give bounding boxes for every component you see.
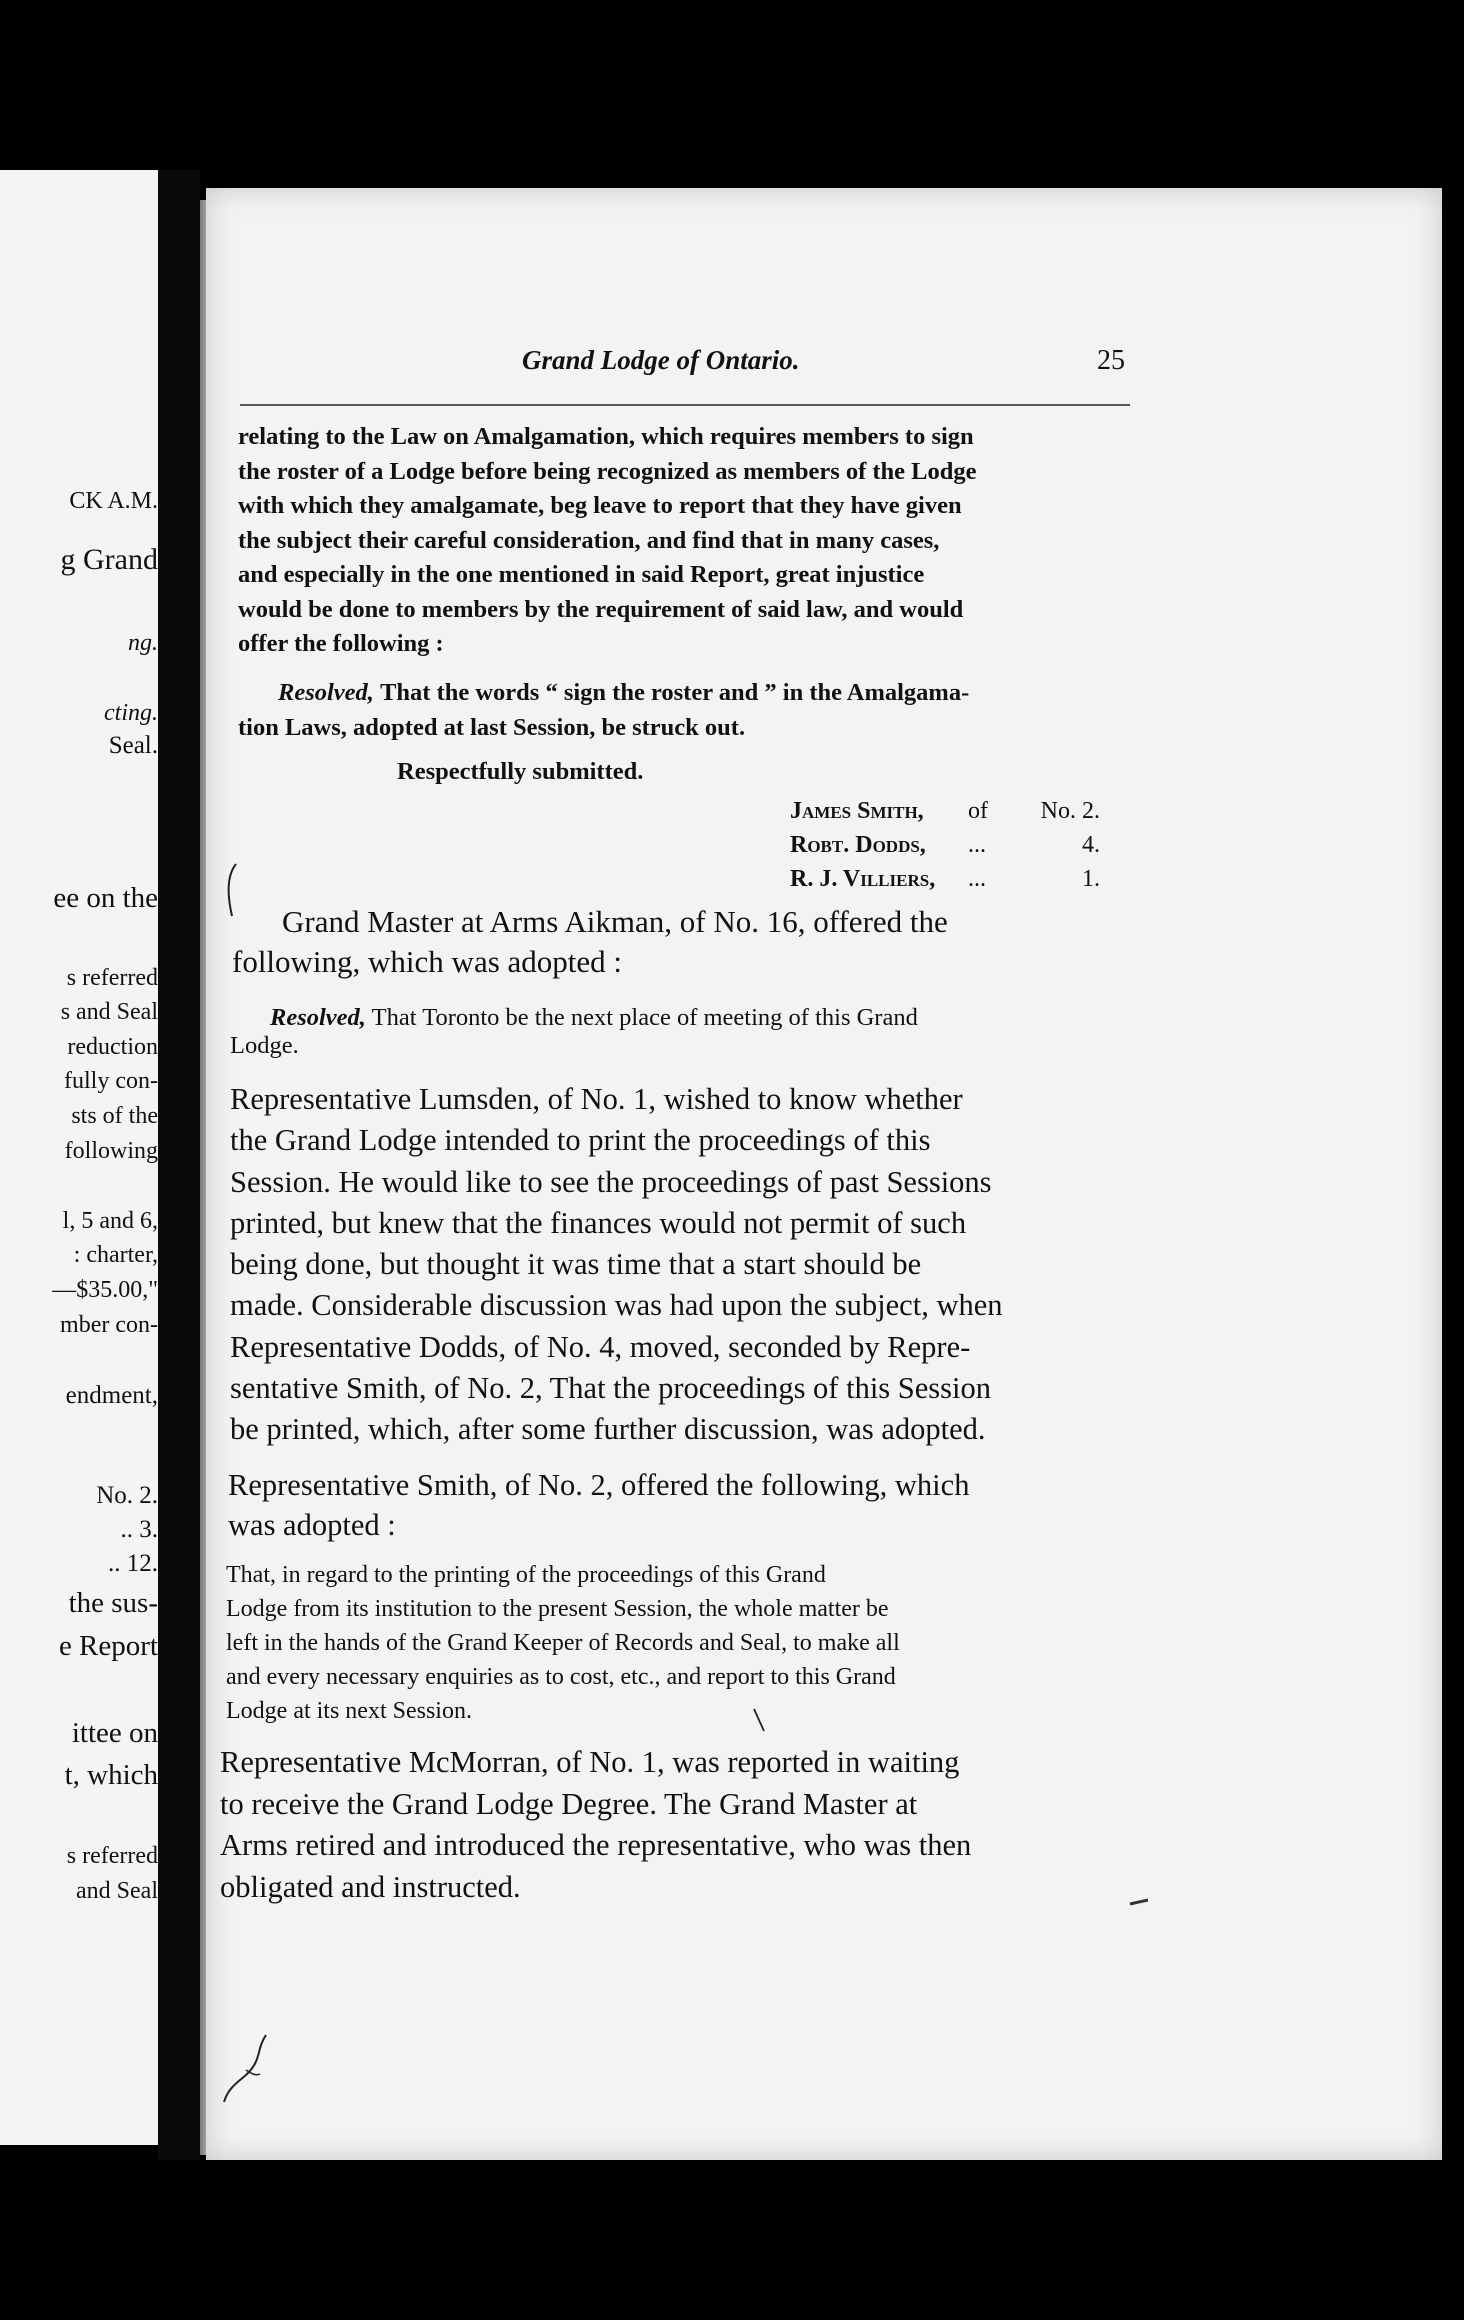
report-line: the subject their careful consideration, and find that in many cases, bbox=[238, 526, 940, 554]
left-page-line: : charter, bbox=[73, 1242, 158, 1268]
signatory-name: James Smith, bbox=[790, 798, 924, 824]
lumsden-line: Session. He would like to see the proceedings of past Sessions bbox=[230, 1164, 992, 1199]
resolved-label: Resolved, bbox=[278, 679, 374, 706]
left-page-line: cting. bbox=[104, 700, 158, 726]
resolution-text: That Toronto be the next place of meeting of this Grand bbox=[371, 1004, 918, 1031]
header-rule bbox=[240, 404, 1130, 406]
smith-paragraph bbox=[228, 1465, 1110, 1545]
printing-resolution-line: Lodge at its next Session. bbox=[226, 1698, 472, 1724]
resolved-label: Resolved, bbox=[270, 1004, 366, 1031]
printing-resolution bbox=[226, 1558, 1110, 1728]
report-line: the roster of a Lodge before being recognized as members of the Lodge bbox=[238, 457, 977, 485]
pencil-scribble-bottom bbox=[216, 2030, 276, 2110]
left-page-line: l, 5 and 6, bbox=[62, 1208, 158, 1234]
left-page-line: ng. bbox=[128, 630, 158, 656]
left-page-line: and Seal bbox=[76, 1878, 158, 1904]
pencil-tick bbox=[750, 1705, 770, 1735]
lumsden-line: Representative Lumsden, of No. 1, wished to know whether bbox=[230, 1082, 963, 1116]
running-head: Grand Lodge of Ontario. bbox=[522, 345, 800, 375]
left-page-line: following bbox=[64, 1138, 158, 1164]
lodge-number: 4. bbox=[1082, 832, 1100, 858]
aikman-line-2: following, which was adopted : bbox=[232, 944, 623, 979]
lumsden-line: Representative Dodds, of No. 4, moved, seconded by Repre- bbox=[230, 1329, 971, 1364]
toronto-resolution-line-2: Lodge. bbox=[230, 1032, 299, 1059]
pencil-mark-right-edge bbox=[1128, 1896, 1152, 1910]
printing-resolution-line: and every necessary enquiries as to cost, etc., and report to this Grand bbox=[226, 1664, 896, 1690]
lumsden-line: being done, but thought it was time that a start should be bbox=[230, 1247, 922, 1282]
left-page-line: s referred bbox=[66, 965, 158, 991]
page-number: 25 bbox=[1097, 345, 1125, 376]
report-line: offer the following : bbox=[238, 630, 444, 657]
left-page-line: fully con- bbox=[64, 1068, 158, 1094]
toronto-resolution-line-1 bbox=[270, 1001, 918, 1035]
lumsden-line: sentative Smith, of No. 2, That the proceedings of this Session bbox=[230, 1371, 991, 1406]
mcmorran-paragraph bbox=[220, 1742, 1110, 1908]
left-page-line: mber con- bbox=[60, 1312, 158, 1338]
smith-line: Representative Smith, of No. 2, offered the following, which bbox=[228, 1468, 970, 1502]
signatory-separator: ... bbox=[968, 832, 986, 858]
left-page-line: t, which bbox=[64, 1759, 158, 1791]
left-facing-page bbox=[0, 170, 170, 2145]
binding-gutter bbox=[158, 170, 200, 2160]
left-page-line: s and Seal bbox=[60, 999, 158, 1025]
left-page-line: Seal. bbox=[108, 732, 158, 759]
signatory-name: Robt. Dodds, bbox=[790, 832, 926, 858]
report-paragraph bbox=[238, 420, 1124, 662]
mcmorran-line: Arms retired and introduced the representative, who was then bbox=[220, 1828, 972, 1862]
printing-resolution-line: left in the hands of the Grand Keeper of Records and Seal, to make all bbox=[226, 1630, 900, 1656]
report-line: and especially in the one mentioned in said Report, great injustice bbox=[238, 561, 925, 588]
left-page-line: endment, bbox=[65, 1382, 158, 1409]
left-page-line: ee on the bbox=[53, 882, 158, 914]
left-page-line: s referred bbox=[66, 1843, 158, 1869]
report-resolution-line-2: tion Laws, adopted at last Session, be struck out. bbox=[238, 714, 746, 741]
report-line: relating to the Law on Amalgamation, which requires members to sign bbox=[238, 423, 974, 450]
aikman-line-1: Grand Master at Arms Aikman, of No. 16, offered the bbox=[282, 904, 948, 939]
signatory-separator: of bbox=[968, 798, 988, 824]
lodge-number: 1. bbox=[1082, 866, 1100, 892]
mcmorran-line: Representative McMorran, of No. 1, was reported in waiting bbox=[220, 1745, 960, 1779]
lumsden-line: made. Considerable discussion was had upon the subject, when bbox=[230, 1288, 1003, 1323]
smith-line: was adopted : bbox=[228, 1508, 396, 1542]
report-closing: Respectfully submitted. bbox=[397, 758, 644, 785]
lumsden-paragraph bbox=[230, 1079, 1112, 1451]
mcmorran-line: obligated and instructed. bbox=[220, 1869, 521, 1904]
signatory-name: R. J. Villiers, bbox=[790, 866, 936, 892]
report-line: with which they amalgamate, beg leave to report that they have given bbox=[238, 492, 962, 519]
left-page-line: —$35.00," bbox=[52, 1277, 158, 1303]
printing-resolution-line: That, in regard to the printing of the proceedings of this Grand bbox=[226, 1562, 826, 1588]
signatory-separator: ... bbox=[968, 866, 986, 892]
left-page-line: g Grand bbox=[60, 543, 158, 576]
left-page-line: .. 12. bbox=[108, 1550, 158, 1577]
left-page-line: the sus- bbox=[68, 1587, 158, 1619]
printing-resolution-line: Lodge from its institution to the present Session, the whole matter be bbox=[226, 1596, 889, 1622]
lumsden-line: the Grand Lodge intended to print the proceedings of this bbox=[230, 1123, 931, 1158]
left-page-line: CK A.M. bbox=[69, 488, 158, 514]
left-page-line: .. 3. bbox=[120, 1516, 158, 1543]
left-page-line: e Report bbox=[58, 1630, 158, 1662]
report-resolution-line-1 bbox=[278, 676, 969, 710]
mcmorran-line: to receive the Grand Lodge Degree. The Grand Master at bbox=[220, 1786, 918, 1821]
pencil-mark-left bbox=[222, 860, 242, 920]
left-page-line: ittee on bbox=[71, 1717, 158, 1749]
left-page-line: sts of the bbox=[71, 1103, 158, 1129]
left-page-line: reduction bbox=[67, 1034, 158, 1060]
lodge-number: No. 2. bbox=[1040, 798, 1100, 824]
left-page-line: No. 2. bbox=[96, 1482, 158, 1509]
lumsden-line: printed, but knew that the finances would not permit of such bbox=[230, 1205, 967, 1240]
resolution-text: That the words “ sign the roster and ” in the Amalgama- bbox=[380, 679, 970, 706]
report-line: would be done to members by the requirement of said law, and would bbox=[238, 595, 964, 623]
lumsden-line: be printed, which, after some further discussion, was adopted. bbox=[230, 1412, 986, 1447]
